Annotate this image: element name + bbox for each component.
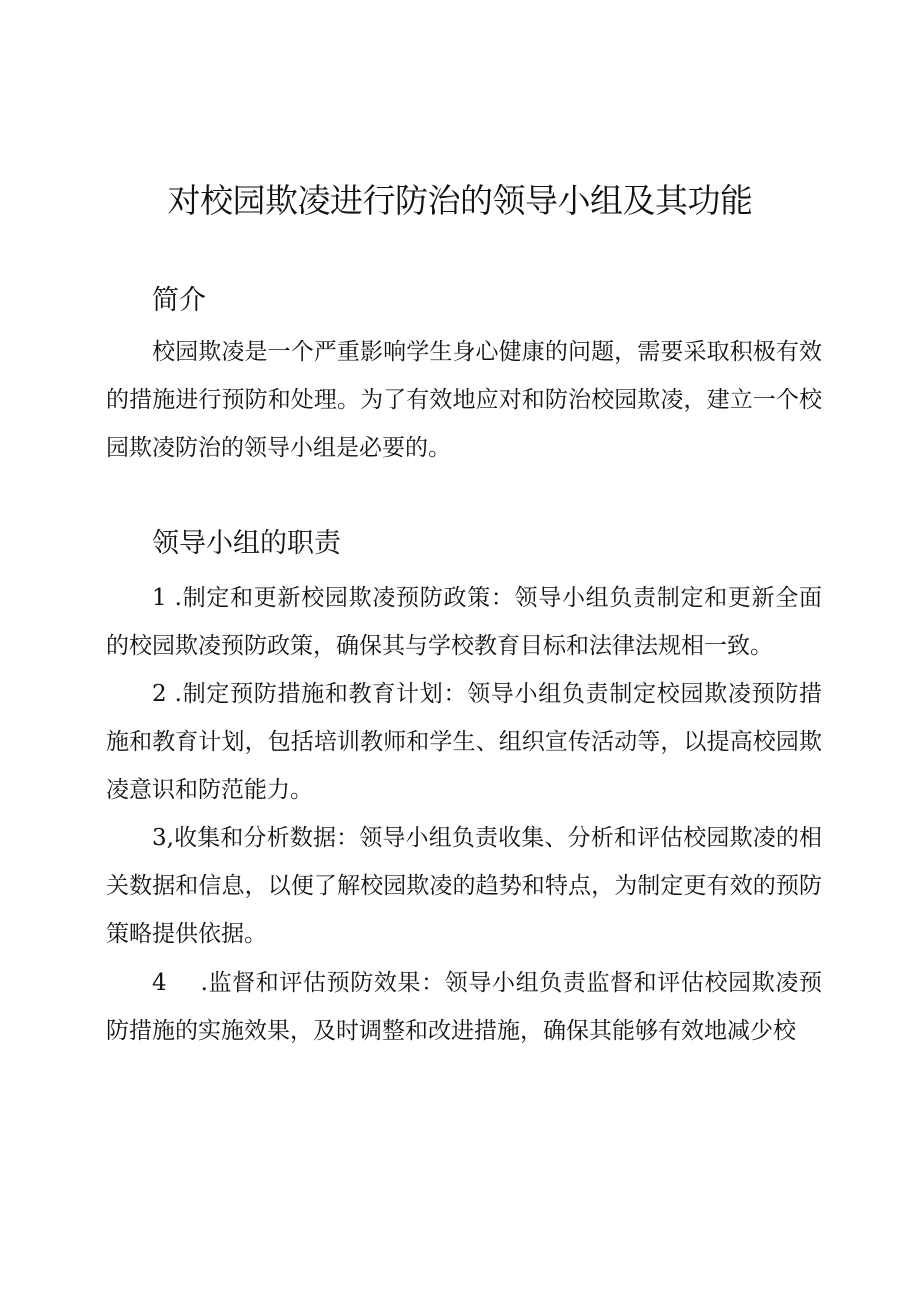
duty-item-3 (106, 814, 822, 958)
duty-item-number: 4 (152, 970, 167, 996)
duty-item-text: .制定和更新校园欺凌预防政策：领导小组负责制定和更新全面的校园欺凌预防政策，确保其与学校教育目标和法律法规相一致。 (106, 585, 823, 659)
duty-item-text: .制定预防措施和教育计划：领导小组负责制定校园欺凌预防措施和教育计划，包括培训教师和学生、组织宣传活动等，以提高校园欺凌意识和防范能力。 (106, 681, 823, 803)
section-heading-duties: 领导小组的职责 (152, 528, 341, 559)
duty-item-number: 1 (152, 585, 167, 611)
duty-item-text: 收集和分析数据：领导小组负责收集、分析和评估校园欺凌的相关数据和信息，以便了解校园欺凌的趋势和特点，为制定更有效的预防策略提供依据。 (106, 825, 822, 947)
duty-item-2 (106, 670, 822, 814)
document-title: 对校园欺凌进行防治的领导小组及其功能 (167, 181, 753, 220)
duty-item-number: 2 (152, 681, 167, 707)
section-heading-intro: 简介 (152, 285, 206, 316)
duty-item-number: 3, (152, 825, 174, 851)
duty-item-4 (106, 959, 822, 1055)
duty-item-text: .监督和评估预防效果：领导小组负责监督和评估校园欺凌预防措施的实施效果，及时调整和改进措施，确保其能够有效地减少校 (106, 970, 822, 1044)
duty-item-1 (106, 574, 822, 670)
intro-paragraph (106, 328, 822, 472)
intro-text: 校园欺凌是一个严重影响学生身心健康的问题，需要采取积极有效的措施进行预防和处理。为了有效地应对和防治校园欺凌，建立一个校园欺凌防治的领导小组是必要的。 (106, 339, 822, 461)
